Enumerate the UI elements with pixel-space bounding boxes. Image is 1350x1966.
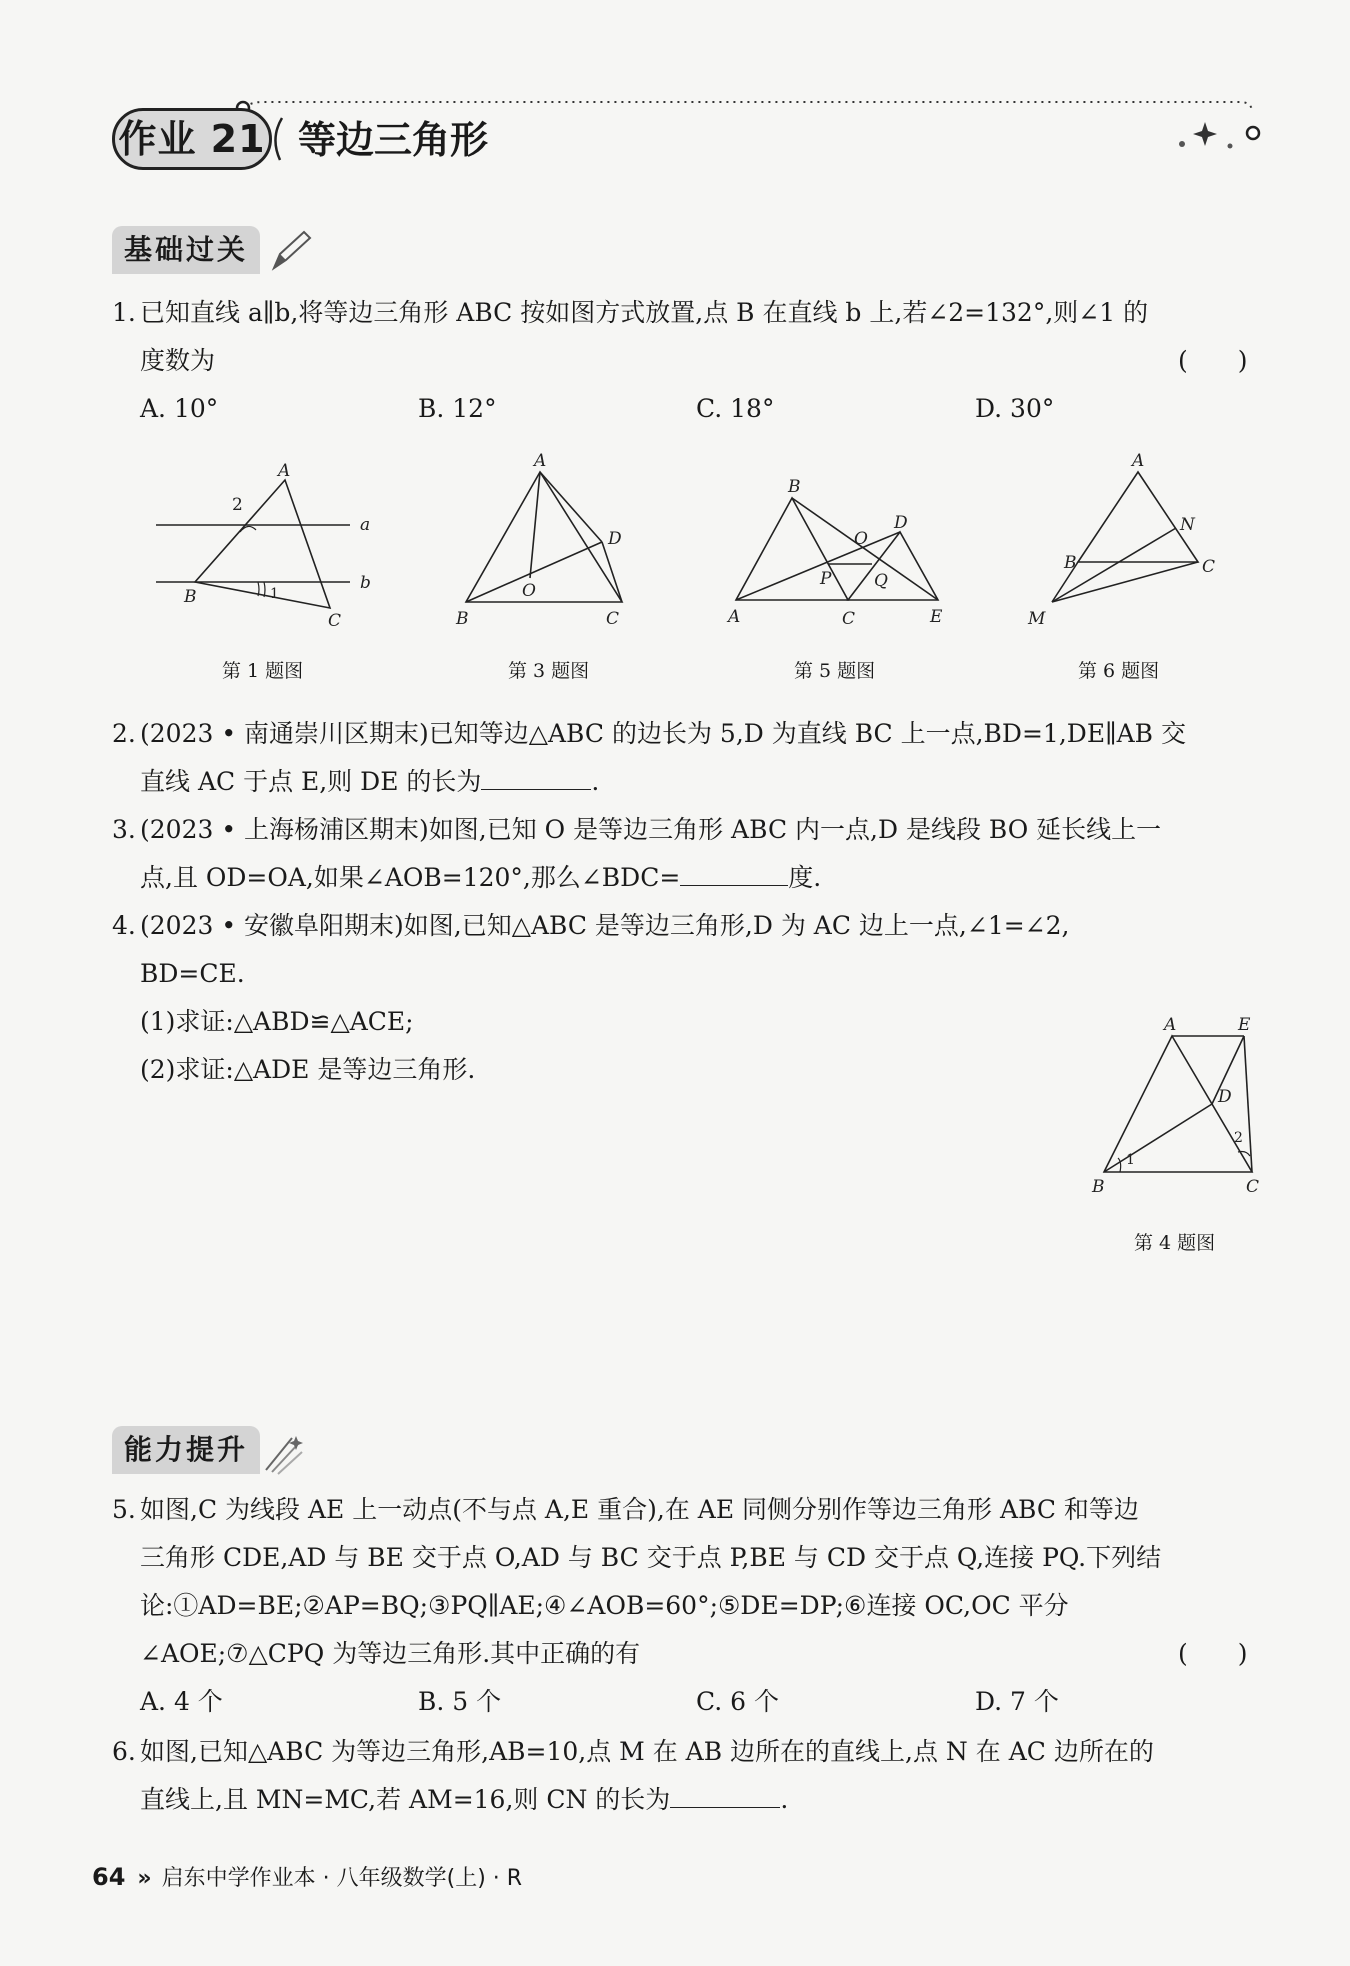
- question-4-sub-1: (1)求证:△ABD≌△ACE;: [140, 1007, 414, 1036]
- answer-bracket: ( ): [1178, 1639, 1248, 1668]
- question-2-line-1: [112, 710, 1186, 758]
- option-c: C. 6 个: [696, 1687, 779, 1716]
- answer-blank[interactable]: [670, 1777, 780, 1808]
- label-A: A: [728, 607, 741, 627]
- label-M: M: [1028, 609, 1046, 629]
- label-B: B: [184, 587, 197, 607]
- question-text: (2023 • 安徽阜阳期末)如图,已知△ABC 是等边三角形,D 为 AC 边上一点,∠1=∠2,: [140, 911, 1070, 940]
- page-number: 64: [92, 1863, 126, 1891]
- question-4-line-1: [112, 902, 1069, 950]
- question-4-sub-2: (2)求证:△ADE 是等边三角形.: [140, 1055, 476, 1084]
- label-C: C: [842, 609, 856, 629]
- question-2-line-2: [112, 758, 599, 806]
- question-text: 直线 AC 于点 E,则 DE 的长为: [140, 767, 482, 796]
- label-B: B: [788, 477, 801, 497]
- label-E: E: [1238, 1015, 1251, 1035]
- question-number: 1.: [112, 298, 136, 327]
- section-basic-text: 基础过关: [124, 233, 249, 266]
- option-a: A. 4 个: [140, 1687, 223, 1716]
- label-C: C: [1246, 1177, 1260, 1197]
- question-number: 4.: [112, 911, 136, 940]
- figure-5: [722, 470, 962, 640]
- label-A: A: [278, 461, 291, 481]
- question-5-line-4: ∠AOE;⑦△CPQ 为等边三角形.其中正确的有: [140, 1639, 641, 1668]
- question-text: 直线上,且 MN=MC,若 AM=16,则 CN 的长为: [140, 1785, 671, 1814]
- label-B: B: [1064, 553, 1077, 573]
- label-B: B: [1092, 1177, 1105, 1197]
- label-2: 2: [232, 495, 243, 515]
- option-b: B. 5 个: [418, 1687, 502, 1716]
- option-a: A. 10°: [140, 394, 219, 423]
- label-1: 1: [1126, 1152, 1135, 1168]
- label-a: a: [360, 515, 371, 535]
- label-1: 1: [270, 586, 279, 602]
- question-text-tail: .: [780, 1785, 789, 1814]
- answer-blank[interactable]: [680, 855, 788, 886]
- figure-6-caption: 第 6 题图: [1078, 660, 1160, 682]
- label-D: D: [1218, 1087, 1232, 1107]
- question-number: 5.: [112, 1495, 136, 1524]
- page-title: 等边三角形: [298, 118, 489, 162]
- answer-blank[interactable]: [481, 759, 591, 790]
- section-basic-label: [112, 226, 260, 274]
- question-text: 度数为: [140, 346, 216, 375]
- question-text-tail: 度.: [788, 863, 822, 892]
- figure-4-caption: 第 4 题图: [1134, 1232, 1216, 1254]
- figure-1: [140, 450, 390, 640]
- question-number: 2.: [112, 719, 136, 748]
- question-3-line-2: [112, 854, 821, 902]
- question-text-tail: .: [591, 767, 600, 796]
- label-b: b: [360, 573, 371, 593]
- pencil-icon: [268, 228, 312, 274]
- label-P: P: [820, 569, 832, 589]
- label-C: C: [328, 611, 342, 631]
- question-5-line-2: 三角形 CDE,AD 与 BE 交于点 O,AD 与 BC 交于点 P,BE 与 CD 交于点 Q,连接 PQ.下列结: [140, 1543, 1162, 1572]
- question-text: (2023 • 南通崇川区期末)已知等边△ABC 的边长为 5,D 为直线 BC 上一点,BD=1,DE∥AB 交: [140, 719, 1186, 748]
- label-A: A: [1132, 451, 1145, 471]
- section-advanced-label: [112, 1426, 260, 1474]
- book-title: 启东中学作业本 · 八年级数学(上) · R: [161, 1866, 523, 1891]
- figure-3: [450, 450, 670, 640]
- label-N: N: [1180, 515, 1195, 535]
- figure-6: [1020, 450, 1240, 640]
- question-text: BD=CE.: [140, 959, 245, 988]
- question-5-line-3: 论:①AD=BE;②AP=BQ;③PQ∥AE;④∠AOB=60°;⑤DE=DP;⑥连接 OC,OC 平分: [140, 1591, 1069, 1620]
- option-d: D. 7 个: [975, 1687, 1059, 1716]
- question-number: 6.: [112, 1737, 136, 1766]
- question-5-line-1: [112, 1486, 1139, 1534]
- label-O: O: [854, 529, 868, 549]
- label-2: 2: [1234, 1130, 1243, 1146]
- label-D: D: [608, 529, 622, 549]
- question-6-line-2: [112, 1776, 788, 1824]
- figure-3-caption: 第 3 题图: [508, 660, 590, 682]
- question-number: 3.: [112, 815, 136, 844]
- label-B: B: [456, 609, 469, 629]
- option-b: B. 12°: [418, 394, 497, 423]
- label-C: C: [1202, 557, 1216, 577]
- label-Q: Q: [874, 571, 888, 591]
- label-E: E: [930, 607, 943, 627]
- figure-5-caption: 第 5 题图: [794, 660, 876, 682]
- figure-4: [1090, 1010, 1270, 1200]
- section-advanced-text: 能力提升: [124, 1433, 249, 1466]
- double-chevron-icon: »: [137, 1866, 152, 1891]
- question-6-line-1: [112, 1728, 1154, 1776]
- question-4-line-2: [112, 950, 245, 998]
- assignment-badge: 作业 21: [112, 108, 272, 170]
- question-3-line-1: [112, 806, 1161, 854]
- question-text: 如图,已知△ABC 为等边三角形,AB=10,点 M 在 AB 边所在的直线上,点 N 在 AC 边所在的: [140, 1737, 1154, 1766]
- question-1-line-2: [112, 337, 215, 385]
- page-footer: [92, 1862, 522, 1894]
- question-1-line-1: [112, 289, 1148, 337]
- question-text: 已知直线 a∥b,将等边三角形 ABC 按如图方式放置,点 B 在直线 b 上,若∠2=132°,则∠1 的: [140, 298, 1149, 327]
- figure-1-caption: 第 1 题图: [222, 660, 304, 682]
- label-D: D: [894, 513, 908, 533]
- option-d: D. 30°: [975, 394, 1055, 423]
- option-c: C. 18°: [696, 394, 775, 423]
- question-text: (2023 • 上海杨浦区期末)如图,已知 O 是等边三角形 ABC 内一点,D 是线段 BO 延长线上一: [140, 815, 1162, 844]
- label-C: C: [606, 609, 620, 629]
- answer-bracket: ( ): [1178, 346, 1248, 375]
- question-text: 如图,C 为线段 AE 上一动点(不与点 A,E 重合),在 AE 同侧分别作等边三角形 ABC 和等边: [140, 1495, 1139, 1524]
- label-O: O: [522, 581, 536, 601]
- sparkle-icon: [262, 1430, 312, 1476]
- label-A: A: [1164, 1015, 1177, 1035]
- label-A: A: [534, 451, 547, 471]
- question-text: 点,且 OD=OA,如果∠AOB=120°,那么∠BDC=: [140, 863, 681, 892]
